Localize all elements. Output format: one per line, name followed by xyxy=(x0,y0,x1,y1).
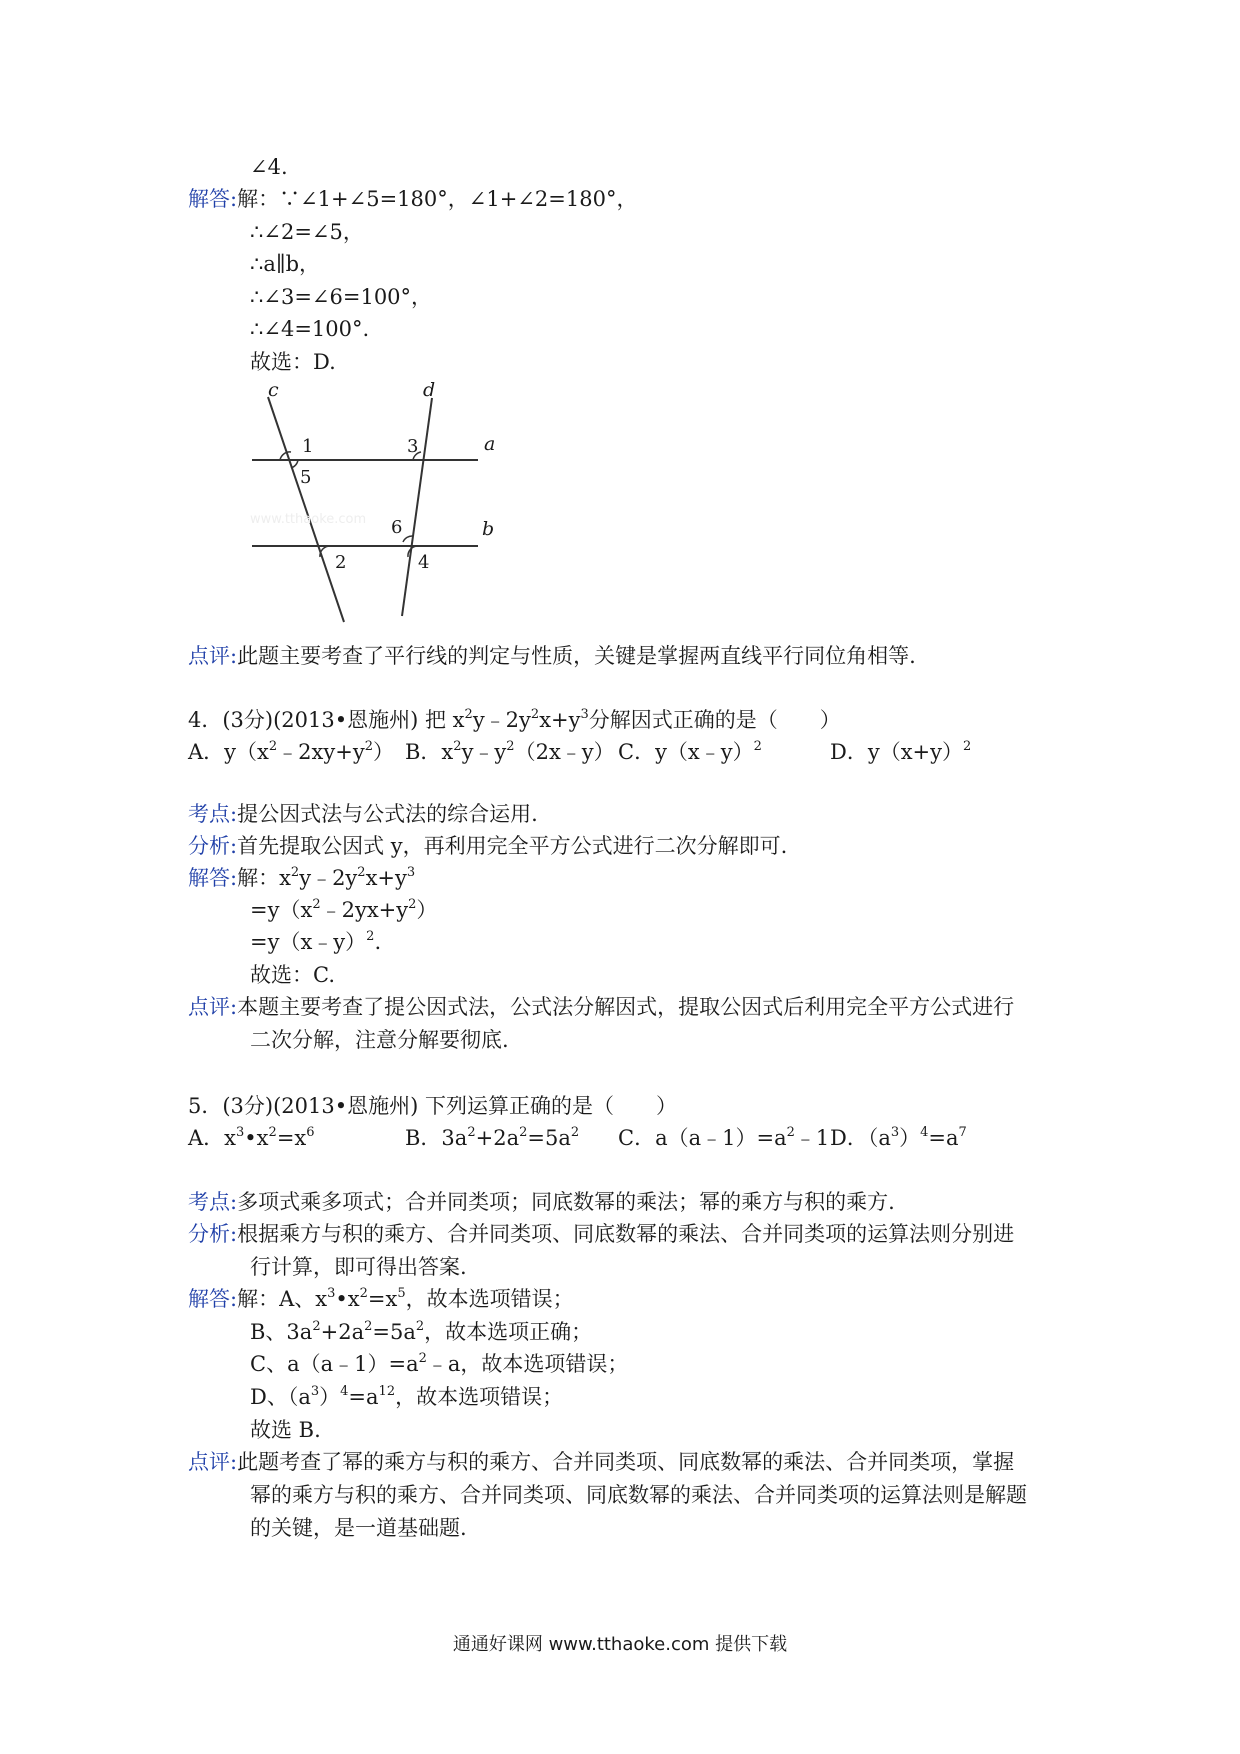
q5-opt-part: •x xyxy=(244,1126,269,1150)
q4-ans-part: x+y xyxy=(365,866,407,890)
exam-label: 考点: xyxy=(188,1190,238,1214)
q5-option-a xyxy=(188,1124,315,1152)
q5-review-3: 的关键，是一道基础题. xyxy=(250,1516,467,1540)
analysis-label: 分析: xyxy=(188,834,238,858)
exam-label: 考点: xyxy=(188,802,238,826)
parallel-lines-figure xyxy=(240,382,500,632)
q5-ans-part: B、3a xyxy=(250,1320,313,1344)
label-angle-4: 4 xyxy=(418,552,430,573)
label-angle-6: 6 xyxy=(391,517,403,538)
q5-opt-part: C．a（a﹣1）=a xyxy=(618,1126,787,1150)
q5-stem: 5．(3分)(2013•恩施州) 下列运算正确的是（ ） xyxy=(188,1094,677,1118)
q5-ans-part: =a xyxy=(348,1385,379,1409)
q4-sup: 2 xyxy=(268,739,278,754)
q4-stem-part: 分解因式正确的是（ ） xyxy=(588,708,841,732)
q5-ans-part: D、（a xyxy=(250,1385,311,1409)
q5-ans-part: ，故本选项错误； xyxy=(395,1385,564,1409)
q4-opt-part: （2x﹣y） xyxy=(514,740,615,764)
q5-analysis-text: 根据乘方与积的乘方、合并同类项、同底数幂的乘法、合并同类项的运算法则分别进 xyxy=(237,1222,1015,1246)
q5-answer-c xyxy=(250,1350,628,1378)
q5-sup: 4 xyxy=(340,1384,349,1399)
q5-ans-part: •x xyxy=(335,1287,360,1311)
q5-opt-part: D．（a xyxy=(830,1126,891,1150)
q4-sup: 3 xyxy=(406,865,416,880)
q5-sup: 2 xyxy=(519,1125,528,1140)
q5-option-b xyxy=(405,1124,579,1152)
q5-sup: 2 xyxy=(570,1125,580,1140)
q5-review-2: 幂的乘方与积的乘方、合并同类项、同底数幂的乘法、合并同类项的运算法则是解题 xyxy=(250,1483,1027,1507)
q4-opt-part: ﹣2xy+y xyxy=(277,740,365,764)
q4-sup: 3 xyxy=(580,707,589,722)
q4-ans-part: ） xyxy=(416,898,438,922)
line-d xyxy=(402,398,432,616)
q5-sup: 3 xyxy=(236,1125,245,1140)
q4-review-text: 本题主要考查了提公因式法，公式法分解因式，提取公因式后利用完全平方公式进行 xyxy=(237,995,1015,1019)
q5-sup: 3 xyxy=(327,1286,336,1301)
q4-sup: 2 xyxy=(366,929,375,944)
q5-answer-d xyxy=(250,1383,563,1411)
q5-exam-point xyxy=(188,1188,895,1216)
review-label: 点评: xyxy=(188,995,238,1019)
label-a: a xyxy=(484,433,496,455)
q4-stem-part: y﹣2y xyxy=(472,708,531,732)
q4-stem-part: 4．(3分)(2013•恩施州) 把 x xyxy=(188,708,465,732)
q4-answer-3 xyxy=(250,928,381,956)
q4-answer-1 xyxy=(188,864,415,892)
q4-stem-part: x+y xyxy=(539,708,581,732)
q4-opt-part: A．y（x xyxy=(188,740,269,764)
q4-ans-part: =y（x﹣y） xyxy=(250,930,367,954)
q4-sup: 2 xyxy=(753,739,762,754)
q5-sup: 2 xyxy=(786,1125,795,1140)
label-c: c xyxy=(268,382,279,401)
q4-ans-part: y﹣2y xyxy=(299,866,358,890)
q5-exam-text: 多项式乘多项式；合并同类项；同底数幂的乘法；幂的乘方与积的乘方. xyxy=(237,1190,895,1214)
q3-step-2: ∴∠2=∠5， xyxy=(250,220,364,244)
q4-sup: 2 xyxy=(290,865,300,880)
q4-stem xyxy=(188,706,841,734)
faint-watermark: www.tthaoke.com xyxy=(250,512,367,527)
q3-step-3: ∴a∥b， xyxy=(250,252,321,276)
q4-exam-point xyxy=(188,800,538,828)
q5-ans-part: C、a（a﹣1）=a xyxy=(250,1352,419,1376)
page-footer: 通通好课网 www.tthaoke.com 提供下载 xyxy=(452,1634,788,1655)
q4-ans-part: ﹣2yx+y xyxy=(320,898,409,922)
q5-opt-part: ） xyxy=(899,1126,921,1150)
q5-sup: 2 xyxy=(312,1319,321,1334)
q5-sup: 2 xyxy=(359,1286,368,1301)
q5-ans-part: ﹣a，故本选项错误； xyxy=(426,1352,629,1376)
q3-review-line xyxy=(188,642,916,670)
line-c xyxy=(268,397,347,622)
q4-sup: 2 xyxy=(364,739,373,754)
q5-opt-part: =a xyxy=(928,1126,959,1150)
q5-ans-part: 解：A、x xyxy=(237,1287,328,1311)
q5-opt-part: =x xyxy=(276,1126,307,1150)
answer-label: 解答: xyxy=(188,1287,238,1311)
q5-answer-b xyxy=(250,1318,592,1346)
q3-top-line: ∠4. xyxy=(250,155,288,179)
q4-opt-part: B．x xyxy=(405,740,454,764)
q4-sup: 2 xyxy=(357,865,366,880)
q5-sup: 12 xyxy=(378,1384,396,1399)
review-label: 点评: xyxy=(188,644,238,668)
q4-answer-2 xyxy=(250,896,437,924)
q4-option-c xyxy=(618,738,762,766)
q4-opt-part: ） xyxy=(372,740,394,764)
label-angle-2: 2 xyxy=(335,552,347,573)
q4-sup: 2 xyxy=(963,739,972,754)
q4-sup: 2 xyxy=(506,739,515,754)
label-angle-5: 5 xyxy=(300,467,312,488)
q5-sup: 2 xyxy=(418,1351,427,1366)
q4-ans-part: =y（x xyxy=(250,898,313,922)
q4-analysis-text: 首先提取公因式 y，再利用完全平方公式进行二次分解即可. xyxy=(237,834,788,858)
q5-option-c xyxy=(618,1124,829,1152)
q4-option-a xyxy=(188,738,394,766)
q5-analysis-2: 行计算，即可得出答案. xyxy=(250,1255,467,1279)
q4-sup: 2 xyxy=(408,897,417,912)
q4-option-b xyxy=(405,738,615,766)
q4-answer-4: 故选：C. xyxy=(250,963,335,987)
q4-analysis xyxy=(188,832,787,860)
q4-opt-part: y﹣y xyxy=(461,740,507,764)
label-angle-1: 1 xyxy=(302,436,314,457)
q5-sup: 3 xyxy=(310,1384,320,1399)
label-angle-3: 3 xyxy=(407,436,419,457)
answer-label: 解答: xyxy=(188,866,238,890)
q4-sup: 2 xyxy=(312,897,321,912)
q4-opt-part: C．y（x﹣y） xyxy=(618,740,754,764)
q4-exam-text: 提公因式法与公式法的综合运用. xyxy=(237,802,538,826)
q3-step-6: 故选：D. xyxy=(250,350,336,374)
q5-sup: 3 xyxy=(890,1125,900,1140)
q5-ans-part: ，故本选项正确； xyxy=(424,1320,593,1344)
q5-choose: 故选 B. xyxy=(250,1418,321,1442)
answer-label: 解答: xyxy=(188,187,238,211)
q5-ans-part: =x xyxy=(367,1287,398,1311)
q5-sup: 2 xyxy=(415,1319,425,1334)
q5-opt-part: B．3a xyxy=(405,1126,468,1150)
q5-sup: 2 xyxy=(364,1319,373,1334)
q5-opt-part: =5a xyxy=(527,1126,571,1150)
q3-answer-line xyxy=(188,185,637,213)
q4-sup: 2 xyxy=(464,707,473,722)
label-b: b xyxy=(482,518,495,540)
q5-opt-part: A．x xyxy=(188,1126,237,1150)
q5-option-d xyxy=(830,1124,967,1152)
q4-ans-part: . xyxy=(374,930,382,954)
q5-opt-part: +2a xyxy=(475,1126,520,1150)
q4-review-1 xyxy=(188,993,1014,1021)
q3-step-1: 解：∵∠1+∠5=180°，∠1+∠2=180°， xyxy=(237,187,638,211)
angle-4-arc xyxy=(408,546,417,557)
q5-sup: 4 xyxy=(920,1125,929,1140)
q5-review-1 xyxy=(188,1448,1014,1476)
q5-ans-part: ，故本选项错误； xyxy=(405,1287,574,1311)
q4-opt-part: D．y（x+y） xyxy=(830,740,964,764)
q5-sup: 6 xyxy=(306,1125,315,1140)
q3-step-5: ∴∠4=100°. xyxy=(250,317,370,341)
q4-ans-part: 解：x xyxy=(237,866,291,890)
q5-analysis-1 xyxy=(188,1220,1014,1248)
q3-review-text: 此题主要考查了平行线的判定与性质，关键是掌握两直线平行同位角相等. xyxy=(237,644,916,668)
q5-ans-part: ） xyxy=(319,1385,341,1409)
q5-ans-part: +2a xyxy=(320,1320,365,1344)
review-label: 点评: xyxy=(188,1450,238,1474)
q5-sup: 2 xyxy=(268,1125,277,1140)
q5-opt-part: ﹣1 xyxy=(794,1126,830,1150)
q3-step-4: ∴∠3=∠6=100°， xyxy=(250,285,433,309)
analysis-label: 分析: xyxy=(188,1222,238,1246)
q5-review-text: 此题考查了幂的乘方与积的乘方、合并同类项、同底数幂的乘法、合并同类项，掌握 xyxy=(237,1450,1015,1474)
q5-answer-a xyxy=(188,1285,574,1313)
label-d: d xyxy=(423,382,436,401)
q4-option-d xyxy=(830,738,971,766)
q4-sup: 2 xyxy=(453,739,462,754)
q4-sup: 2 xyxy=(530,707,540,722)
q5-sup: 2 xyxy=(467,1125,476,1140)
q4-review-2: 二次分解，注意分解要彻底. xyxy=(250,1028,509,1052)
q5-ans-part: =5a xyxy=(372,1320,416,1344)
q5-sup: 7 xyxy=(958,1125,967,1140)
q5-sup: 5 xyxy=(397,1286,406,1301)
